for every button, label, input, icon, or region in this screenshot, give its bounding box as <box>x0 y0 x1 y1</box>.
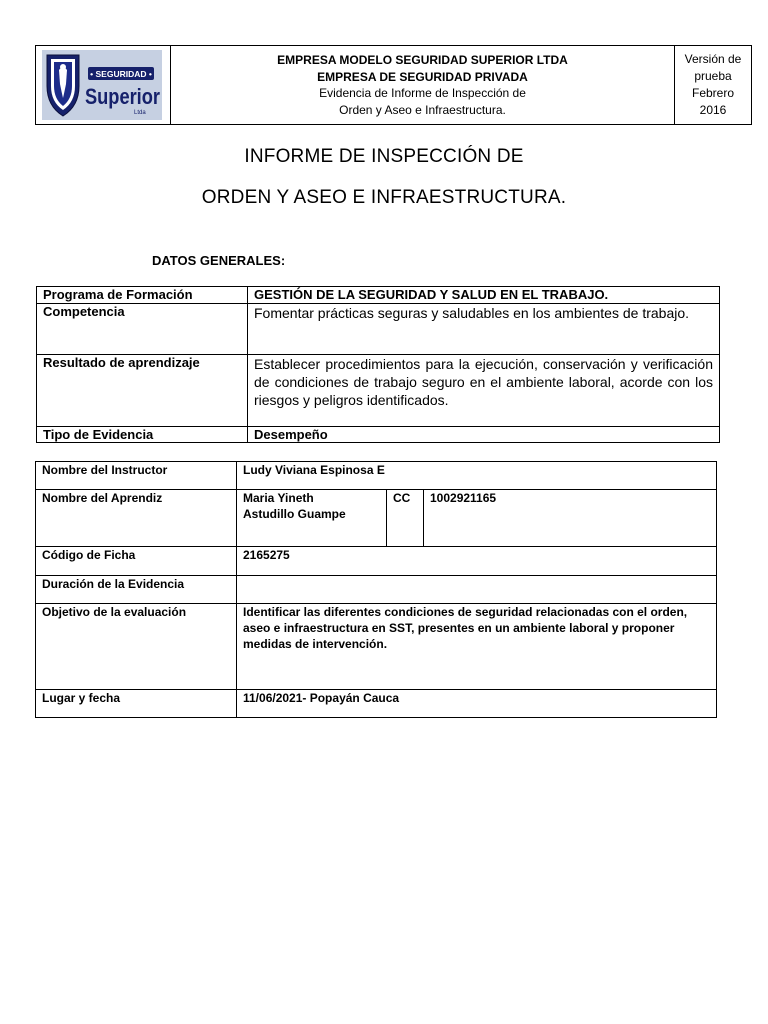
document-number: 1002921165 <box>424 490 717 547</box>
lugar-label: Lugar y fecha <box>36 690 237 718</box>
table-row <box>36 604 717 690</box>
evaluation-details-table <box>35 461 717 718</box>
company-logo <box>42 50 162 120</box>
instructor-label: Nombre del Instructor <box>36 462 237 490</box>
doc-description-line2: Orden y Aseo e Infraestructura. <box>339 102 506 117</box>
objetivo-label: Objetivo de la evaluación <box>36 604 237 690</box>
doc-description-line1: Evidencia de Informe de Inspección de <box>319 86 526 100</box>
table-row <box>36 690 717 718</box>
version-line4: 2016 <box>699 103 727 117</box>
table-row <box>36 576 717 604</box>
svg-text:Ltda: Ltda <box>134 110 146 116</box>
aprendiz-label: Nombre del Aprendiz <box>36 490 237 547</box>
table-row <box>37 427 720 443</box>
duracion-value <box>237 576 717 604</box>
table-row <box>36 490 717 547</box>
objetivo-value: Identificar las diferentes condiciones de seguridad relacionadas con el orden, aseo e infraestructura en SST, presentes en un ambiente laboral y proponer medidas de intervención. <box>237 604 717 690</box>
document-title-line1: INFORME DE INSPECCIÓN DE <box>244 146 524 167</box>
svg-text:Superior: Superior <box>85 84 161 109</box>
aprendiz-name-line2: Astudillo Guampe <box>243 507 346 521</box>
document-title-line2: ORDEN Y ASEO E INFRAESTRUCTURA. <box>201 187 567 208</box>
resultado-value: Establecer procedimientos para la ejecución, conservación y verificación de condiciones de trabajo seguro en el ambiente laboral, acorde con los riesgos y peligros identificados. <box>248 355 720 427</box>
version-line3: Febrero <box>691 86 735 100</box>
instructor-value: Ludy Viviana Espinosa E <box>237 462 717 490</box>
document-type: CC <box>387 490 424 547</box>
header-company-info <box>171 46 675 125</box>
programa-label: Programa de Formación <box>37 287 248 304</box>
tipo-value: Desempeño <box>248 427 720 443</box>
ficha-value: 2165275 <box>237 547 717 576</box>
competencia-value: Fomentar prácticas seguras y saludables en los ambientes de trabajo. <box>248 304 720 355</box>
table-row <box>36 547 717 576</box>
aprendiz-name-line1: Maria Yineth <box>243 491 314 505</box>
duracion-label: Duración de la Evidencia <box>36 576 237 604</box>
svg-text:• SEGURIDAD •: • SEGURIDAD • <box>90 69 152 79</box>
tipo-label: Tipo de Evidencia <box>37 427 248 443</box>
company-name: EMPRESA MODELO SEGURIDAD SUPERIOR LTDA <box>277 53 568 67</box>
programa-value: GESTIÓN DE LA SEGURIDAD Y SALUD EN EL TRABAJO. <box>248 287 720 304</box>
resultado-label: Resultado de aprendizaje <box>37 355 248 427</box>
lugar-value: 11/06/2021- Popayán Cauca <box>237 690 717 718</box>
company-type: EMPRESA DE SEGURIDAD PRIVADA <box>317 69 528 84</box>
table-row <box>36 462 717 490</box>
document-header <box>35 45 752 125</box>
competencia-label: Competencia <box>37 304 248 355</box>
version-line1: Versión de <box>684 52 742 66</box>
section-heading: DATOS GENERALES: <box>152 253 286 268</box>
version-cell <box>675 46 752 125</box>
aprendiz-value <box>237 490 387 547</box>
table-row <box>37 287 720 304</box>
ficha-label: Código de Ficha <box>36 547 237 576</box>
security-shield-logo-icon <box>42 50 162 120</box>
table-row <box>37 355 720 427</box>
table-row <box>37 304 720 355</box>
general-data-table <box>36 286 720 443</box>
version-line2: prueba <box>694 69 732 83</box>
logo-cell <box>36 46 171 125</box>
